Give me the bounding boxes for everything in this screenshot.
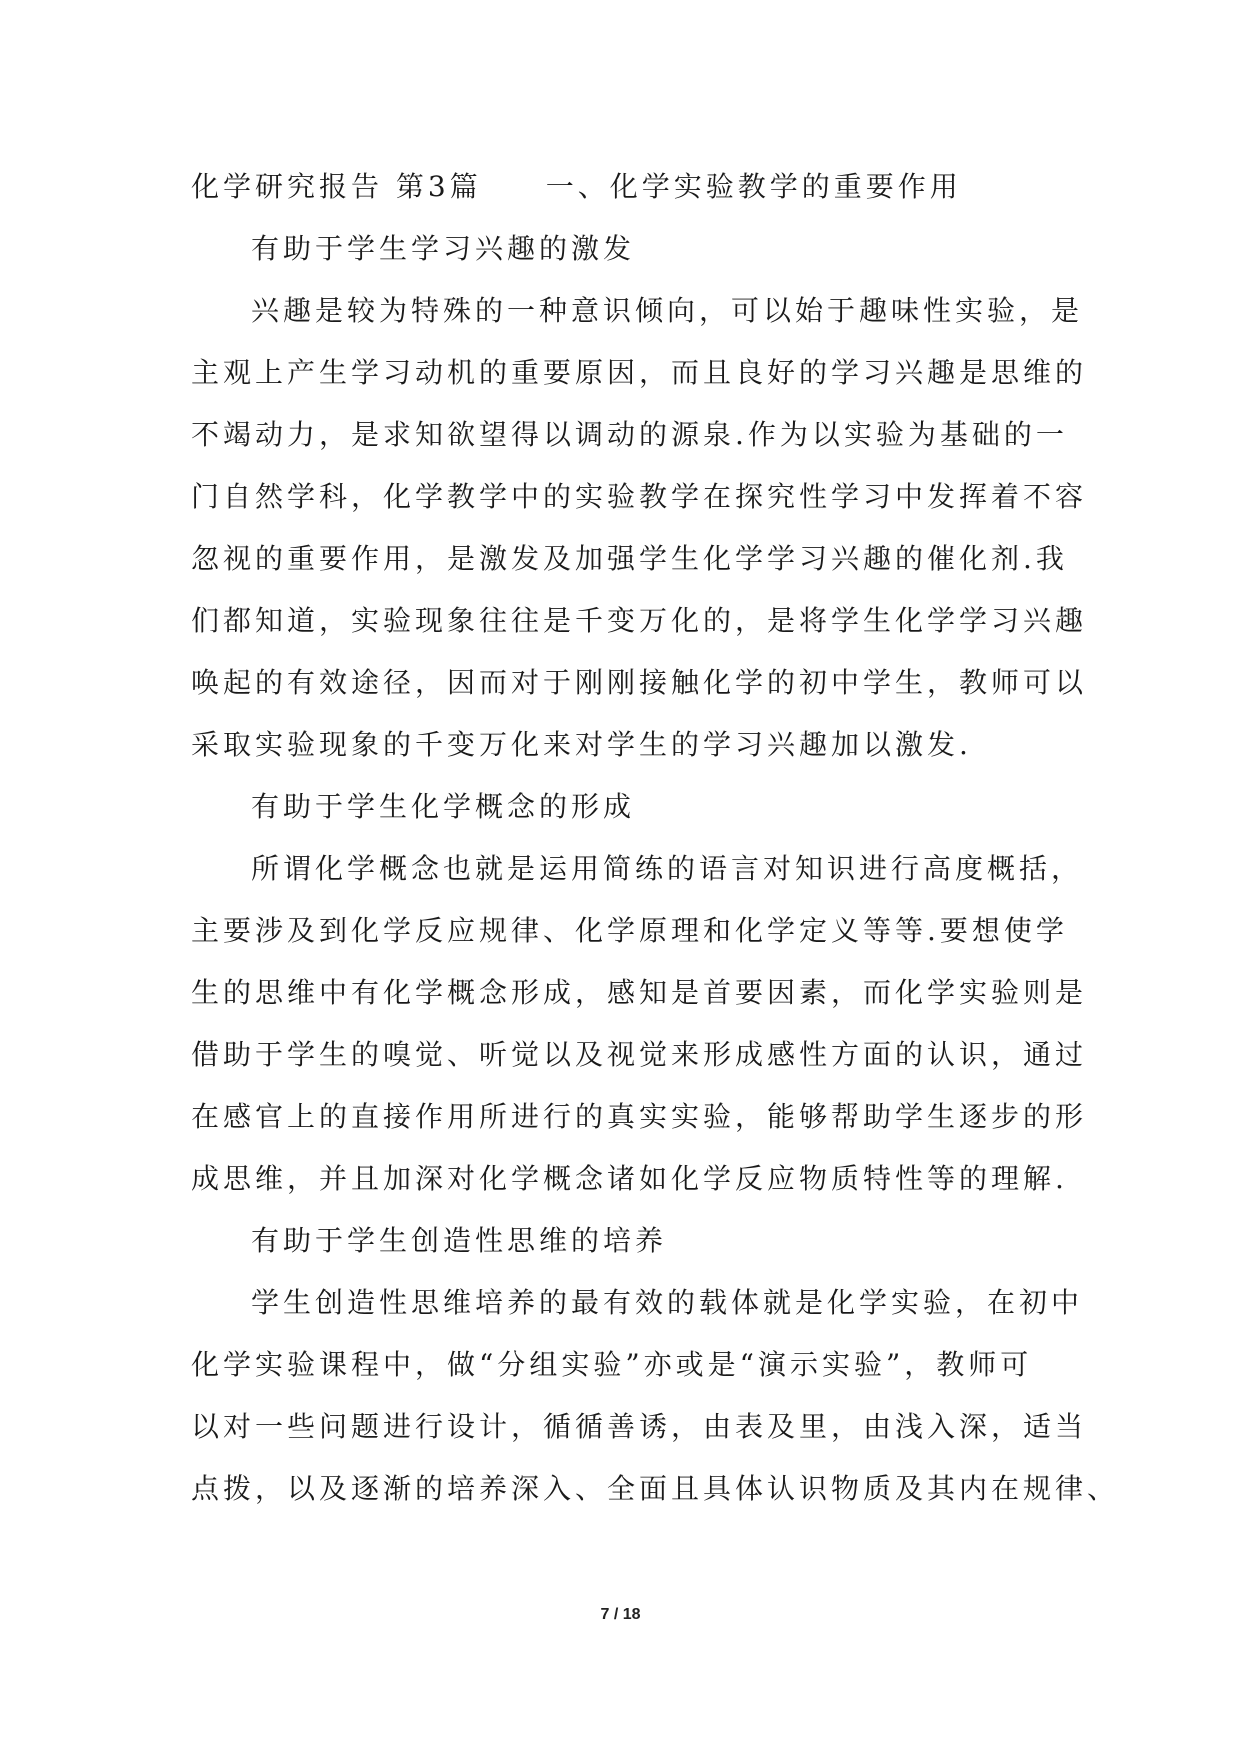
paragraph-line: 点拨，以及逐渐的培养深入、全面且具体认识物质及其内在规律、	[191, 1472, 1120, 1505]
subheading: 有助于学生学习兴趣的激发	[251, 232, 636, 265]
subheading: 有助于学生化学概念的形成	[251, 790, 636, 823]
paragraph-line: 忽视的重要作用，是激发及加强学生化学学习兴趣的催化剂.我	[191, 542, 1068, 575]
paragraph-line: 采取实验现象的千变万化来对学生的学习兴趣加以激发.	[191, 728, 972, 761]
document-title	[191, 156, 1051, 218]
paragraph-line: 唤起的有效途径，因而对于刚刚接触化学的初中学生，教师可以	[191, 666, 1088, 699]
paragraph-line: 学生创造性思维培养的最有效的载体就是化学实验，在初中	[251, 1286, 1084, 1319]
paragraph-line: 以对一些问题进行设计，循循善诱，由表及里，由浅入深，适当	[191, 1410, 1088, 1443]
paragraph-line: 不竭动力，是求知欲望得以调动的源泉.作为以实验为基础的一	[191, 418, 1068, 451]
subheading: 有助于学生创造性思维的培养	[251, 1224, 668, 1257]
paragraph-line: 们都知道，实验现象往往是千变万化的，是将学生化学学习兴趣	[191, 604, 1088, 637]
paragraph-line: 所谓化学概念也就是运用简练的语言对知识进行高度概括，	[251, 852, 1084, 885]
document-body	[191, 156, 1120, 1520]
paragraph-line: 化学实验课程中，做“分组实验”亦或是“演示实验”，教师可	[191, 1348, 1033, 1381]
paragraph-line: 借助于学生的嗅觉、听觉以及视觉来形成感性方面的认识，通过	[191, 1038, 1088, 1071]
paragraph-line: 成思维，并且加深对化学概念诸如化学反应物质特性等的理解.	[191, 1162, 1068, 1195]
paragraph-line: 门自然学科，化学教学中的实验教学在探究性学习中发挥着不容	[191, 480, 1088, 513]
paragraph-line: 主要涉及到化学反应规律、化学原理和化学定义等等.要想使学	[191, 914, 1068, 947]
paragraph-line: 生的思维中有化学概念形成，感知是首要因素，而化学实验则是	[191, 976, 1088, 1009]
section-heading: 一、化学实验教学的重要作用	[545, 170, 962, 203]
paragraph-line: 主观上产生学习动机的重要原因，而且良好的学习兴趣是思维的	[191, 356, 1088, 389]
document-blocks	[191, 218, 1120, 1520]
paragraph-line: 在感官上的直接作用所进行的真实实验，能够帮助学生逐步的形	[191, 1100, 1088, 1133]
page-number: 7 / 18	[600, 1606, 641, 1623]
paragraph-line: 兴趣是较为特殊的一种意识倾向，可以始于趣味性实验，是	[251, 294, 1084, 327]
title-prefix: 化学研究报告 第3篇	[191, 170, 482, 203]
